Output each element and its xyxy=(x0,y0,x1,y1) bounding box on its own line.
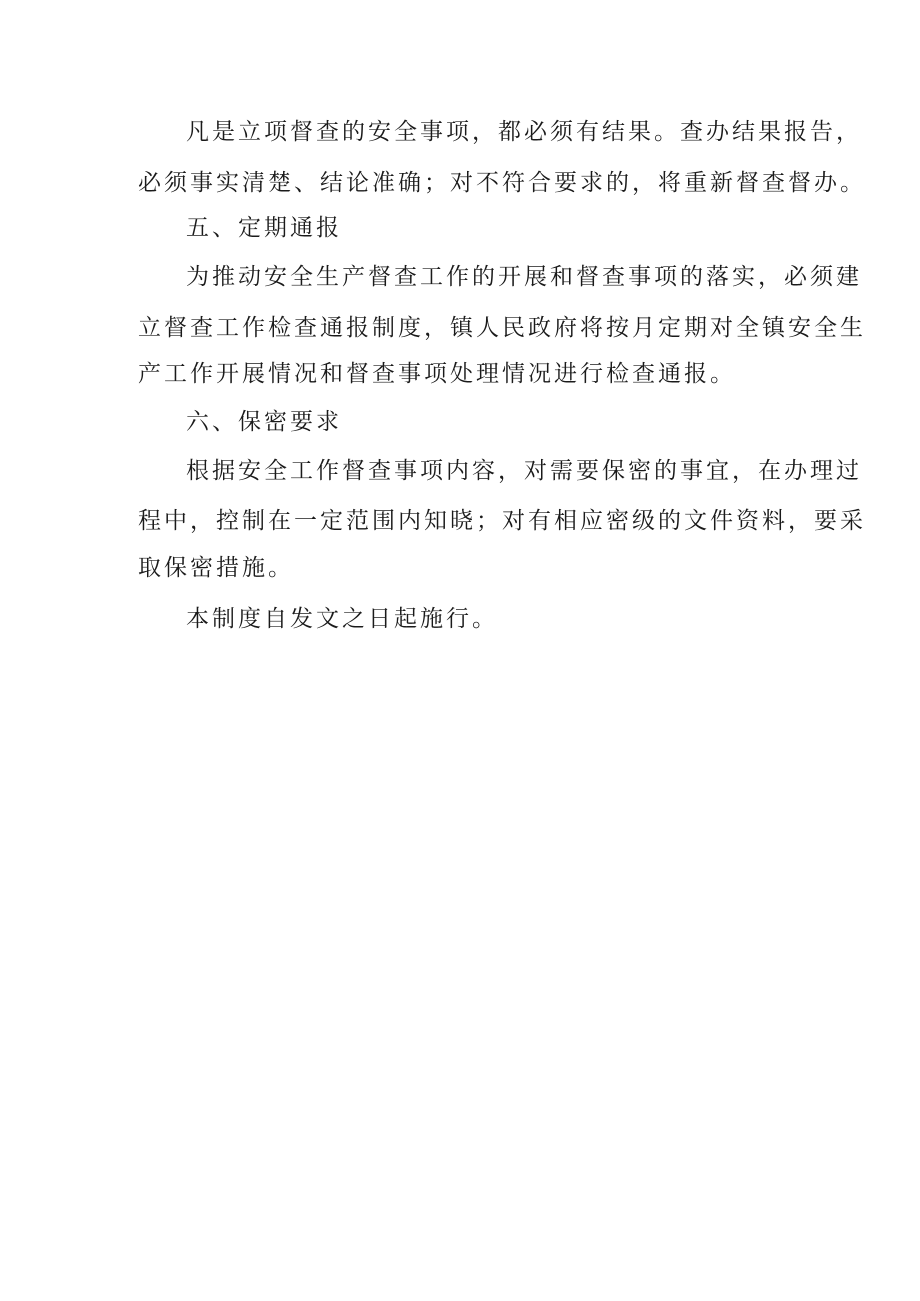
section-heading-6: 六、保密要求 xyxy=(186,409,342,435)
paragraph-2-line-1: 为推动安全生产督查工作的开展和督查事项的落实，必须建 xyxy=(186,264,862,290)
paragraph-3-line-2: 程中，控制在一定范围内知晓；对有相应密级的文件资料，要采 xyxy=(138,508,866,534)
paragraph-2-line-2: 立督查工作检查通报制度，镇人民政府将按月定期对全镇安全生 xyxy=(138,315,866,341)
paragraph-1-line-2: 必须事实清楚、结论准确；对不符合要求的，将重新督查督办。 xyxy=(138,170,866,196)
paragraph-3-line-1: 根据安全工作督查事项内容，对需要保密的事宜，在办理过 xyxy=(186,458,862,484)
section-heading-5: 五、定期通报 xyxy=(186,215,342,241)
paragraph-3-line-3: 取保密措施。 xyxy=(138,555,294,581)
closing-statement: 本制度自发文之日起施行。 xyxy=(186,606,498,632)
paragraph-1-line-1: 凡是立项督查的安全事项，都必须有结果。查办结果报告， xyxy=(186,119,862,145)
paragraph-2-line-3: 产工作开展情况和督查事项处理情况进行检查通报。 xyxy=(138,361,736,387)
